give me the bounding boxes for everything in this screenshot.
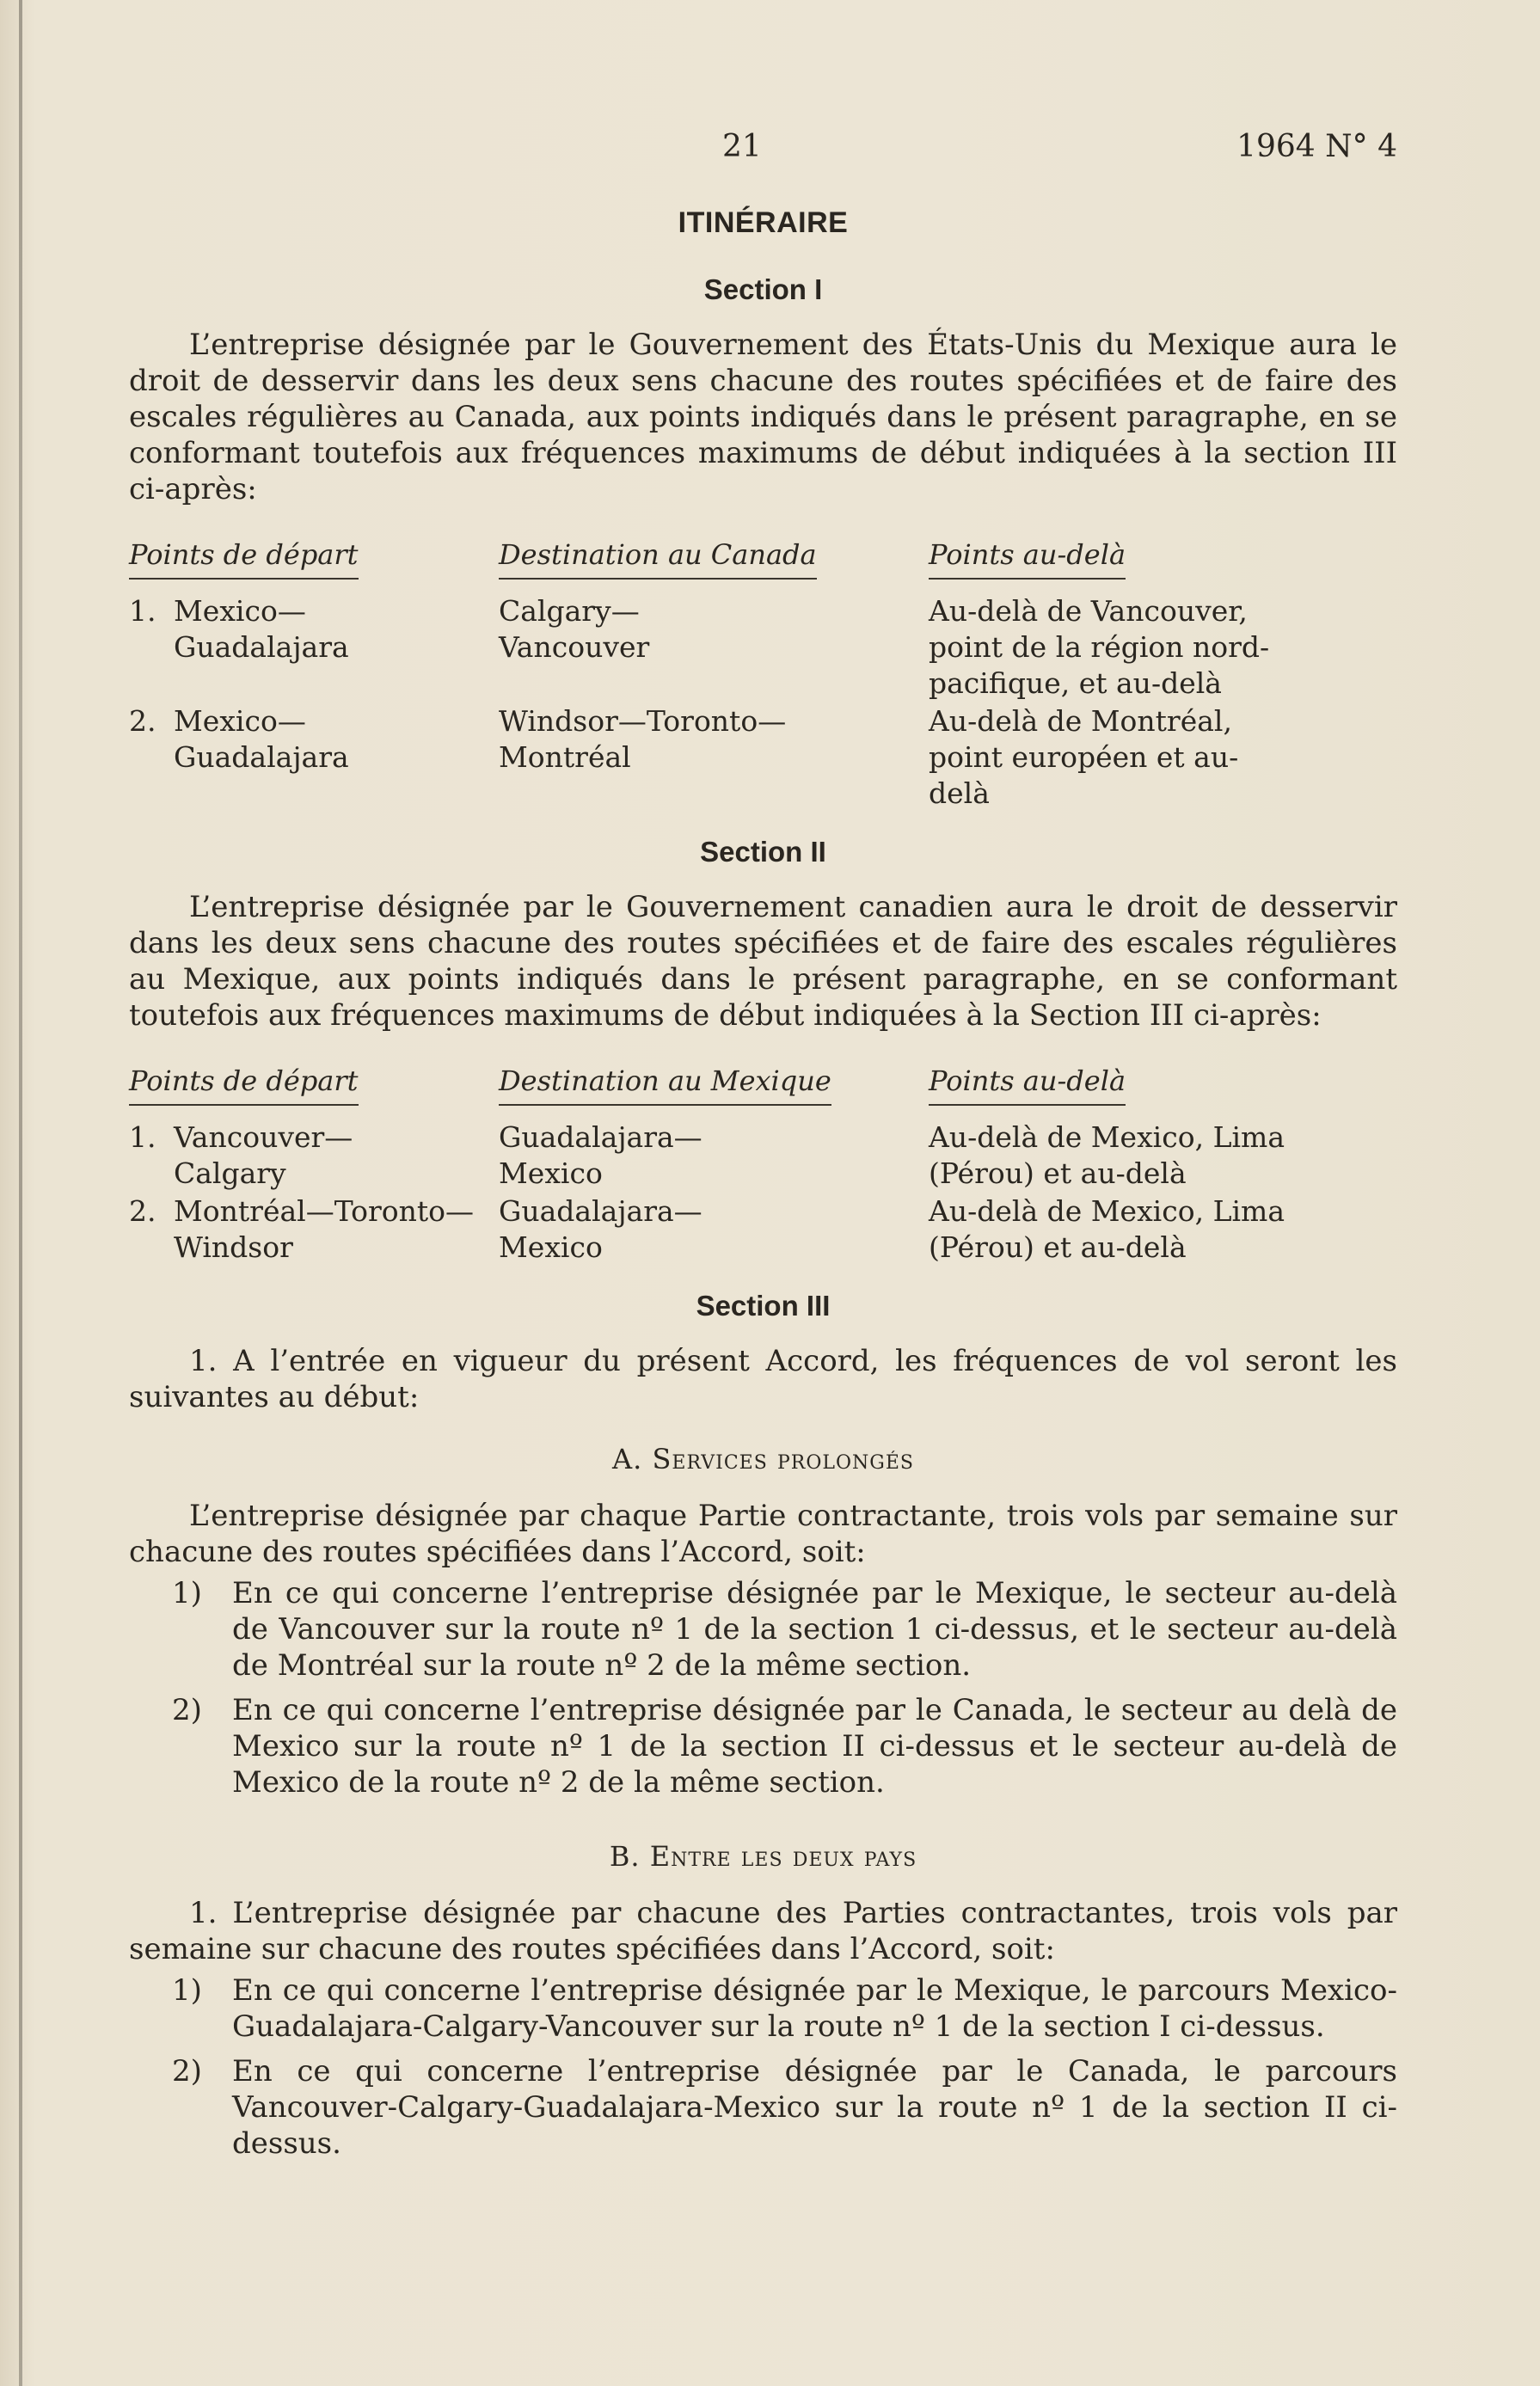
subsection-b-intro: 1. L’entreprise désignée par chacune des Parties contractantes, trois vols par semaine sur chacune des routes spécifiées dans l’Accord, soit: [129,1896,1397,1966]
departure-cell: 1. Mexico— Guadalajara [129,594,349,664]
list-item: 1) En ce qui concerne l’entreprise désignée par le Mexique, le parcours Mexico-Guadalajara-Calgary-Vancouver sur la route nº 1 de la section I ci-dessus. [172,1973,1397,2044]
table-row [129,1192,1397,1266]
destination-cell: Windsor—Toronto— Montréal [499,704,787,774]
journal-reference: 1964 N° 4 [1236,129,1397,164]
section-2-heading: Section II [700,836,826,868]
page-number: 21 [722,129,762,164]
beyond-cell: Au-delà de Mexico, Lima (Pérou) et au-delà [929,1194,1285,1264]
column-header-destination: Destination au Mexique [499,1063,929,1118]
list-item: 2) En ce qui concerne l’entreprise désignée par le Canada, le parcours Vancouver-Calgary-Guadalajara-Mexico sur la route nº 1 de la section II ci-dessus. [172,2054,1397,2161]
section-1-heading: Section I [703,273,823,305]
page-title: ITINÉRAIRE [678,206,849,239]
destination-cell: Calgary— Vancouver [499,594,650,664]
subsection-a-intro: L’entreprise désignée par chaque Partie contractante, trois vols par semaine sur chacune des routes spécifiées dans l’Accord, soit: [129,1499,1397,1569]
section-1-route-table [129,537,1397,812]
beyond-cell: Au-delà de Montréal, point européen et au-delà [929,704,1239,810]
column-header-departure: Points de départ [129,1063,499,1118]
subsection-a-heading: A. Services prolongés [612,1443,914,1475]
departure-cell: 1. Vancouver— Calgary [129,1120,353,1190]
section-2-route-table [129,1063,1397,1266]
column-header-beyond: Points au-delà [929,537,1397,592]
column-header-departure: Points de départ [129,537,499,592]
column-header-beyond: Points au-delà [929,1063,1397,1118]
section-3-intro: 1. A l’entrée en vigueur du présent Accord, les fréquences de vol seront les suivantes au début: [129,1344,1397,1414]
table-row [129,702,1397,812]
departure-cell: 2. Montréal—Toronto— Windsor [129,1194,475,1264]
list-item: 2) En ce qui concerne l’entreprise désignée par le Canada, le secteur au delà de Mexico sur la route nº 1 de la section II ci-dessus et le secteur au-delà de Mexico de la route nº 2 de la même section. [172,1693,1397,1800]
section-2-intro: L’entreprise désignée par le Gouvernement canadien aura le droit de desservir dans les deux sens chacune des routes spécifiées et de faire des escales régulières au Mexique, aux points indiqués dans le présent paragraphe, en se conformant toutefois aux fréquences maximums de début indiquées à la Section III ci-après: [129,890,1397,1033]
page-header [129,129,1397,181]
binding-edge [19,0,22,2386]
list-item: 1) En ce qui concerne l’entreprise désignée par le Mexique, le secteur au-delà de Vancouver sur la route nº 1 de la section 1 ci-dessus, et le secteur au-delà de Montréal sur la route nº 2 de la même section. [172,1576,1397,1683]
departure-cell: 2. Mexico— Guadalajara [129,704,349,774]
section-3-heading: Section III [696,1290,831,1322]
destination-cell: Guadalajara— Mexico [499,1194,703,1264]
beyond-cell: Au-delà de Vancouver, point de la région nord-pacifique, et au-delà [929,594,1270,700]
destination-cell: Guadalajara— Mexico [499,1120,703,1190]
subsection-b-heading: B. Entre les deux pays [609,1840,917,1873]
column-header-destination: Destination au Canada [499,537,929,592]
table-row [129,1118,1397,1192]
table-row [129,592,1397,702]
beyond-cell: Au-delà de Mexico, Lima (Pérou) et au-delà [929,1120,1285,1190]
section-1-intro: L’entreprise désignée par le Gouvernement des États-Unis du Mexique aura le droit de desservir dans les deux sens chacune des routes spécifiées et de faire des escales régulières au Canada, aux points indiqués dans le présent paragraphe, en se conformant toutefois aux fréquences maximums de début indiquées à la section III ci-après: [129,328,1397,506]
document-body [129,129,1397,2170]
